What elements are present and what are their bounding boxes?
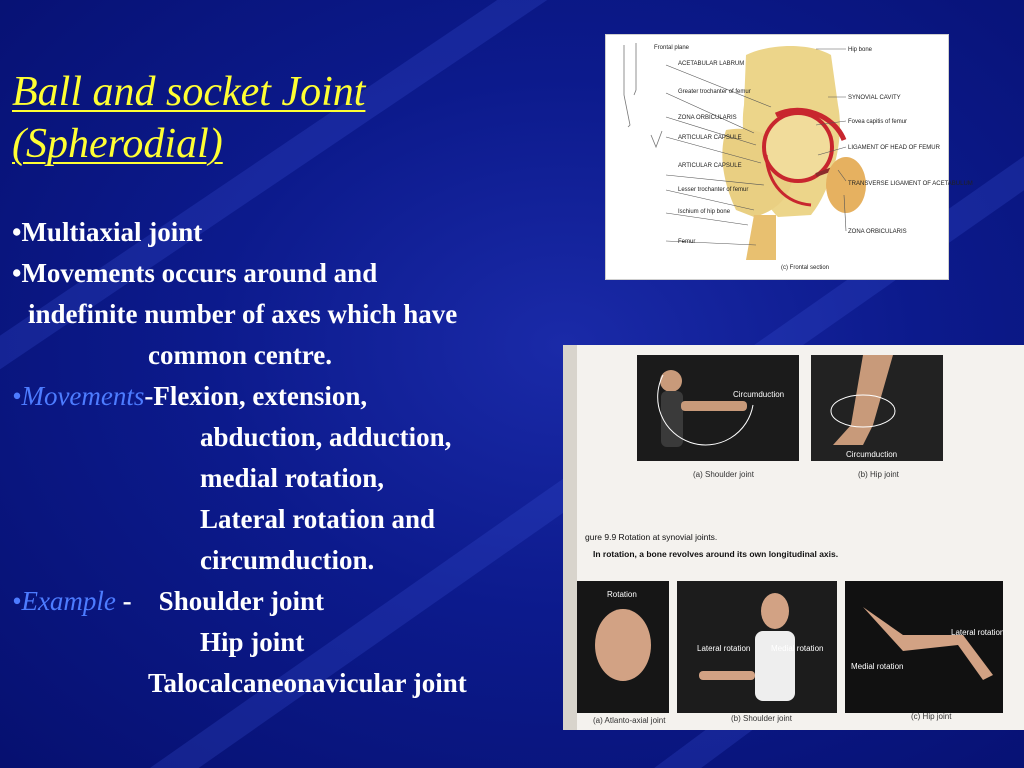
movements-label: Movements xyxy=(21,381,145,411)
bullet-multiaxial: •Multiaxial joint xyxy=(12,217,203,247)
example-item: Talocalcaneonavicular joint xyxy=(148,668,467,698)
bullet-marker: • xyxy=(12,381,22,411)
caption-hip-joint: (c) Hip joint xyxy=(911,712,952,721)
label-frontal-plane: Frontal plane xyxy=(654,45,690,51)
movement-item: abduction, adduction, xyxy=(200,422,452,452)
rotation-figure xyxy=(563,345,1024,730)
label-fovea-capitis: Fovea capitis of femur xyxy=(848,119,908,125)
bullet-movements-list xyxy=(12,376,582,417)
bullet-movements-axes-cont2: common centre. xyxy=(148,340,332,370)
diagram-caption: (c) Frontal section xyxy=(781,265,830,271)
example-item: Shoulder joint xyxy=(158,586,324,616)
label-hip-bone: Hip bone xyxy=(848,47,873,53)
label-rotation: Rotation xyxy=(607,590,637,599)
label-transverse-ligament: TRANSVERSE LIGAMENT OF ACETABULUM xyxy=(848,181,973,187)
figure-title: gure 9.9 Rotation at synovial joints. xyxy=(585,532,718,542)
label-zona-orbicularis-right: ZONA ORBICULARIS xyxy=(848,229,907,235)
bullet-movements-axes: •Movements occurs around and xyxy=(12,258,378,288)
example-label: Example xyxy=(21,586,116,616)
caption-atlanto-axial-joint: (a) Atlanto-axial joint xyxy=(593,716,666,725)
label-circumduction: Circumduction xyxy=(846,450,898,459)
caption-shoulder-joint: (a) Shoulder joint xyxy=(693,470,754,479)
label-medial-rotation: Medial rotation xyxy=(851,662,904,671)
title-line-1: Ball and socket Joint xyxy=(12,69,366,115)
label-medial-rotation: Medial rotation xyxy=(771,644,824,653)
hip-joint-diagram xyxy=(605,34,973,280)
label-synovial-cavity: SYNOVIAL CAVITY xyxy=(848,95,901,101)
label-ligament-head: LIGAMENT OF HEAD OF FEMUR xyxy=(848,145,940,151)
example-item: Hip joint xyxy=(200,627,305,657)
bullet-movements-axes-cont: indefinite number of axes which have xyxy=(28,299,458,329)
label-ischium: Ischium of hip bone xyxy=(678,209,731,215)
label-articular-capsule: ARTICULAR CAPSULE xyxy=(678,163,742,169)
label-zona-orbicularis-left: ZONA ORBICULARIS xyxy=(678,115,737,121)
label-greater-trochanter: Greater trochanter of femur xyxy=(678,89,751,95)
movement-item: circumduction. xyxy=(200,545,375,575)
bullet-list xyxy=(12,212,582,704)
caption-shoulder-joint: (b) Shoulder joint xyxy=(731,714,792,723)
bullet-example xyxy=(12,581,582,622)
movement-item: -Flexion, extension, xyxy=(144,381,368,411)
label-lateral-rotation: Lateral rotation xyxy=(951,628,1005,637)
movement-item: medial rotation, xyxy=(200,463,384,493)
title-line-2: (Spherodial) xyxy=(12,121,223,167)
example-separator: - xyxy=(115,586,159,616)
caption-hip-joint: (b) Hip joint xyxy=(858,470,899,479)
label-articular-capsule: ARTICULAR CAPSULE xyxy=(678,135,742,141)
figure-description: In rotation, a bone revolves around its own longitudinal axis. xyxy=(593,549,839,559)
slide-title xyxy=(12,66,365,170)
label-femur: Femur xyxy=(678,239,696,245)
label-lesser-trochanter: Lesser trochanter of femur xyxy=(678,187,749,193)
label-acetabular-labrum: ACETABULAR LABRUM xyxy=(678,61,745,67)
bullet-marker: • xyxy=(12,586,22,616)
label-circumduction: Circumduction xyxy=(733,390,785,399)
label-lateral-rotation: Lateral rotation xyxy=(697,644,751,653)
movement-item: Lateral rotation and xyxy=(200,504,435,534)
